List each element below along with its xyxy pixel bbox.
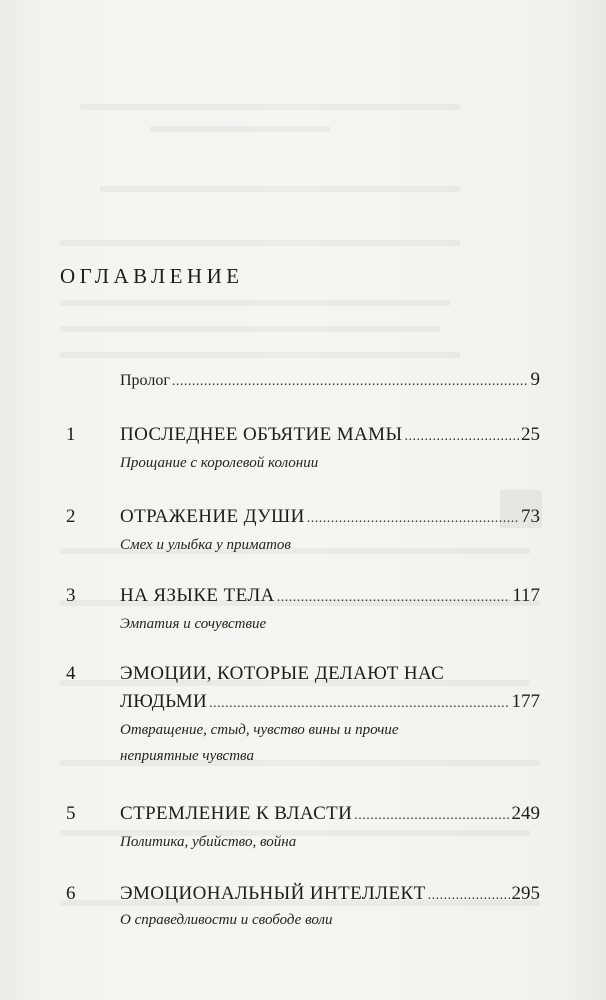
page-number: 117 (512, 585, 540, 606)
page-number: 177 (511, 691, 540, 712)
dot-leader (277, 586, 510, 610)
toc-title: ОГЛАВЛЕНИЕ (60, 264, 244, 288)
chapter-title: СТРЕМЛЕНИЕ К ВЛАСТИ (120, 803, 353, 824)
page-number: 25 (521, 424, 540, 445)
entry-line (120, 882, 540, 908)
dot-leader (354, 804, 509, 828)
chapter-title: ОТРАЖЕНИЕ ДУШИ (120, 506, 305, 527)
dot-leader (172, 370, 529, 394)
dot-leader (404, 425, 519, 449)
chapter-title: ПОСЛЕДНЕЕ ОБЪЯТИЕ МАМЫ (120, 424, 403, 445)
show-through-text (80, 104, 460, 110)
entry-line (120, 690, 540, 716)
dot-leader (307, 507, 519, 531)
chapter-title: ЭМОЦИОНАЛЬНЫЙ ИНТЕЛЛЕКТ (120, 883, 426, 904)
chapter-title-line-2: ЛЮДЬМИ (120, 691, 208, 712)
chapter-number: 5 (66, 803, 76, 824)
chapter-subtitle: Политика, убийство, война (120, 834, 297, 850)
show-through-text (60, 326, 440, 332)
show-through-text (60, 300, 450, 306)
chapter-subtitle: Смех и улыбка у приматов (120, 537, 291, 553)
chapter-number: 6 (66, 883, 76, 904)
entry-line (120, 423, 540, 449)
page-number: 9 (530, 369, 540, 390)
chapter-subtitle: О справедливости и свободе воли (120, 912, 333, 928)
show-through-text (60, 352, 460, 358)
entry-title: Пролог (120, 372, 170, 389)
dot-leader (428, 884, 510, 908)
chapter-subtitle: Прощание с королевой колонии (120, 455, 319, 471)
chapter-subtitle-line-1: Отвращение, стыд, чувство вины и прочие (120, 722, 399, 738)
page-number: 249 (511, 803, 540, 824)
chapter-subtitle: Эмпатия и сочувствие (120, 616, 267, 632)
chapter-number: 1 (66, 424, 76, 445)
chapter-number: 4 (66, 663, 76, 684)
entry-line (120, 505, 540, 531)
page-number: 73 (521, 506, 540, 527)
chapter-number: 2 (66, 506, 76, 527)
show-through-text (150, 126, 330, 132)
entry-line (120, 802, 540, 828)
show-through-text (60, 240, 460, 246)
chapter-title: НА ЯЗЫКЕ ТЕЛА (120, 585, 275, 606)
chapter-title-line-1: ЭМОЦИИ, КОТОРЫЕ ДЕЛАЮТ НАС (120, 663, 445, 684)
chapter-subtitle-line-2: неприятные чувства (120, 748, 254, 764)
dot-leader (209, 692, 509, 716)
entry-line (120, 368, 540, 394)
entry-line (120, 584, 540, 610)
chapter-number: 3 (66, 585, 76, 606)
show-through-text (100, 186, 460, 192)
page-number: 295 (511, 883, 540, 904)
